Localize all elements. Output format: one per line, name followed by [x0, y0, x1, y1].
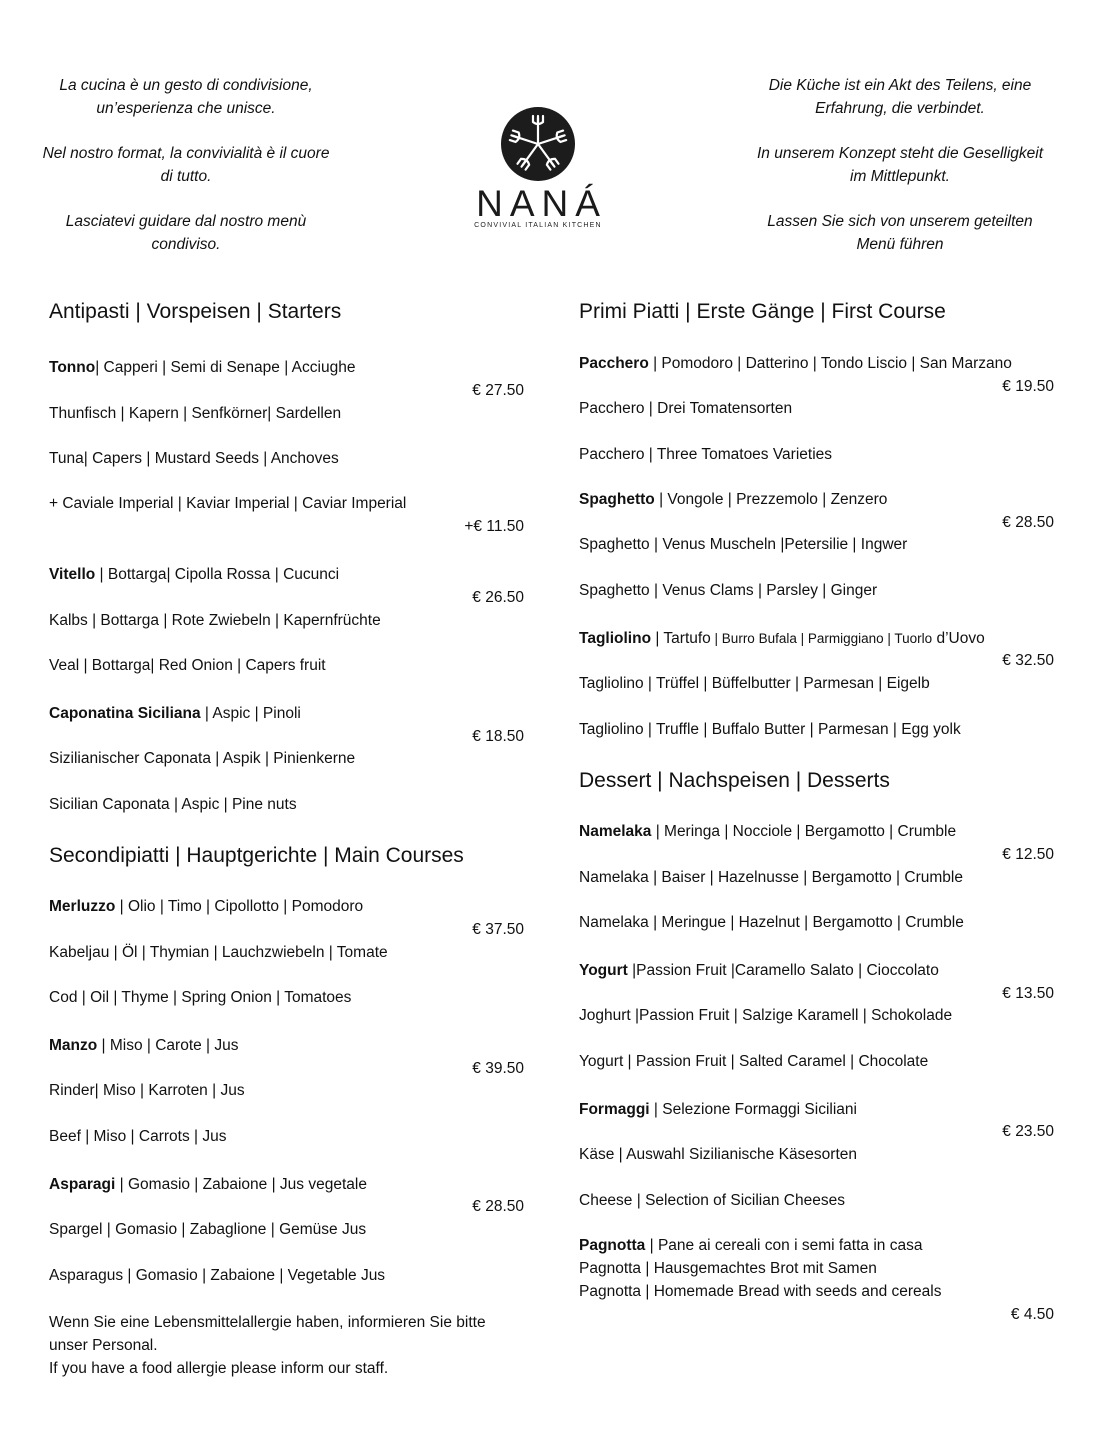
dish-en: Pacchero | Three Tomatoes Varieties	[579, 446, 833, 463]
dish-name: Tonno	[49, 359, 96, 376]
dish-it: | Tartufo	[651, 630, 711, 647]
dish-en: Pagnotta | Homemade Bread with seeds and cereals	[579, 1283, 942, 1300]
dish-price: € 13.50	[1002, 985, 1054, 1002]
dish-name: Merluzzo	[49, 898, 116, 915]
dish-de: Rinder| Miso | Karroten | Jus	[49, 1082, 245, 1099]
section-title-desserts: Dessert | Nachspeisen | Desserts	[579, 769, 890, 792]
menu-item-it	[579, 629, 985, 649]
intro-italian-line-1: La cucina è un gesto di condivisione, un’esperienza che unisce.	[59, 77, 313, 117]
dish-it: | Pane ai cereali con i semi fatta in casa	[645, 1237, 923, 1254]
dish-de: Sizilianischer Caponata | Aspik | Pinienkerne	[49, 750, 356, 767]
dish-extra: + Caviale Imperial | Kaviar Imperial | Caviar Imperial	[49, 495, 407, 512]
dish-name: Asparagi	[49, 1176, 116, 1193]
dish-name: Manzo	[49, 1037, 98, 1054]
restaurant-logo	[460, 106, 616, 229]
dish-price: € 23.50	[1002, 1123, 1054, 1140]
dish-it: | Capperi | Semi di Senape | Acciughe	[95, 359, 356, 376]
dish-de: Kalbs | Bottarga | Rote Zwiebeln | Kapernfrüchte	[49, 612, 381, 629]
dish-en: Asparagus | Gomasio | Zabaione | Vegetable Jus	[49, 1267, 386, 1284]
dish-de: Spaghetto | Venus Muscheln |Petersilie | Ingwer	[579, 536, 908, 553]
dish-de: Spargel | Gomasio | Zabaglione | Gemüse Jus	[49, 1221, 367, 1238]
menu-item-it	[49, 565, 339, 585]
dish-en: Yogurt | Passion Fruit | Salted Caramel | Chocolate	[579, 1053, 929, 1070]
menu-item-it	[49, 1036, 239, 1056]
dish-name: Pagnotta	[579, 1237, 646, 1254]
menu-item-it	[49, 358, 355, 378]
intro-italian	[36, 74, 336, 278]
shared-forks-icon	[500, 106, 576, 182]
intro-german-line-1: Die Küche ist ein Akt des Teilens, eine Erfahrung, die verbindet.	[768, 77, 1032, 117]
intro-italian-line-3: Lasciatevi guidare dal nostro menù condiviso.	[65, 213, 307, 253]
dish-de: Käse | Auswahl Sizilianische Käsesorten	[579, 1146, 858, 1163]
dish-en: Sicilian Caponata | Aspic | Pine nuts	[49, 796, 297, 813]
dish-en: Namelaka | Meringue | Hazelnut | Bergamotto | Crumble	[579, 914, 964, 931]
dish-de: Pacchero | Drei Tomatensorten	[579, 400, 793, 417]
intro-german-line-2: In unserem Konzept steht die Geselligkeit im Mittlepunkt.	[756, 145, 1044, 185]
dish-price: € 18.50	[472, 728, 524, 745]
dish-name: Spaghetto	[579, 491, 655, 508]
allergy-note-de: Wenn Sie eine Lebensmittelallergie haben, informieren Sie bitte unser Personal.	[49, 1314, 486, 1354]
dish-en: Veal | Bottarga| Red Onion | Capers fruit	[49, 657, 326, 674]
dish-it: | Gomasio | Zabaione | Jus vegetale	[115, 1176, 367, 1193]
dish-it: | Aspic | Pinoli	[200, 705, 301, 722]
dish-en: Spaghetto | Venus Clams | Parsley | Ginger	[579, 582, 878, 599]
dish-name: Vitello	[49, 566, 96, 583]
menu-item-it	[579, 1100, 857, 1120]
menu-item-it	[579, 1236, 922, 1256]
dish-price: € 37.50	[472, 921, 524, 938]
dish-price: € 39.50	[472, 1060, 524, 1077]
dish-it: | Bottarga| Cipolla Rossa | Cucunci	[95, 566, 340, 583]
menu-item-it	[579, 961, 939, 981]
dish-it: | Meringa | Nocciole | Bergamotto | Crumble	[651, 823, 957, 840]
dish-price: € 28.50	[472, 1198, 524, 1215]
dish-name: Namelaka	[579, 823, 652, 840]
dish-it: | Vongole | Prezzemolo | Zenzero	[654, 491, 888, 508]
dish-de: Pagnotta | Hausgemachtes Brot mit Samen	[579, 1260, 877, 1277]
dish-en: Cod | Oil | Thyme | Spring Onion | Tomatoes	[49, 989, 352, 1006]
menu-item-it	[49, 1175, 367, 1195]
intro-german-line-3: Lassen Sie sich von unserem geteilten Menü führen	[767, 213, 1033, 253]
dish-price: € 26.50	[472, 589, 524, 606]
dish-price: € 32.50	[1002, 652, 1054, 669]
dish-extra-price: +€ 11.50	[464, 518, 524, 535]
dish-name: Yogurt	[579, 962, 628, 979]
dish-de: Joghurt |Passion Fruit | Salzige Karamell | Schokolade	[579, 1007, 953, 1024]
dish-name: Caponatina Siciliana	[49, 705, 201, 722]
menu-item-it	[49, 897, 363, 917]
dish-en: Tuna| Capers | Mustard Seeds | Anchoves	[49, 450, 339, 467]
brand-name: NANÁ	[476, 183, 607, 224]
intro-german	[750, 74, 1050, 278]
dish-price: € 27.50	[472, 382, 524, 399]
menu-item-it	[579, 490, 887, 510]
dish-it-small: | Burro Bufala | Parmiggiano | Tuorlo	[710, 631, 933, 646]
dish-price: € 12.50	[1002, 846, 1054, 863]
section-title-first-course: Primi Piatti | Erste Gänge | First Course	[579, 300, 946, 323]
dish-it: | Miso | Carote | Jus	[97, 1037, 239, 1054]
allergy-note	[49, 1311, 519, 1380]
dish-de: Kabeljau | Öl | Thymian | Lauchzwiebeln | Tomate	[49, 944, 388, 961]
dish-de: Namelaka | Baiser | Hazelnusse | Bergamotto | Crumble	[579, 869, 963, 886]
dish-it: | Pomodoro | Datterino | Tondo Liscio | San Marzano	[648, 355, 1012, 372]
dish-price: € 19.50	[1002, 378, 1054, 395]
dish-en: Cheese | Selection of Sicilian Cheeses	[579, 1192, 845, 1209]
menu-item-it	[579, 822, 956, 842]
section-title-starters: Antipasti | Vorspeisen | Starters	[49, 300, 342, 323]
dish-price: € 4.50	[1010, 1306, 1054, 1323]
dish-name: Pacchero	[579, 355, 649, 372]
dish-it: | Olio | Timo | Cipollotto | Pomodoro	[115, 898, 364, 915]
brand-tagline: CONVIVIAL ITALIAN KITCHEN	[474, 222, 602, 229]
dish-name: Formaggi	[579, 1101, 650, 1118]
section-title-mains: Secondipiatti | Hauptgerichte | Main Courses	[49, 844, 464, 867]
dish-it: |Passion Fruit |Caramello Salato | Cioccolato	[627, 962, 939, 979]
dish-de: Thunfisch | Kapern | Senfkörner| Sardellen	[49, 405, 342, 422]
dish-it-end: d’Uovo	[932, 630, 985, 647]
dish-price: € 28.50	[1002, 514, 1054, 531]
dish-name: Tagliolino	[579, 630, 652, 647]
menu-item-it	[579, 354, 1012, 374]
menu-item-it	[49, 704, 301, 724]
dish-en: Beef | Miso | Carrots | Jus	[49, 1128, 227, 1145]
intro-italian-line-2: Nel nostro format, la convivialità è il cuore di tutto.	[42, 145, 330, 185]
allergy-note-en: If you have a food allergie please inform our staff.	[49, 1360, 389, 1377]
dish-it: | Selezione Formaggi Siciliani	[649, 1101, 857, 1118]
dish-de: Tagliolino | Trüffel | Büffelbutter | Parmesan | Eigelb	[579, 675, 930, 692]
dish-en: Tagliolino | Truffle | Buffalo Butter | Parmesan | Egg yolk	[579, 721, 961, 738]
